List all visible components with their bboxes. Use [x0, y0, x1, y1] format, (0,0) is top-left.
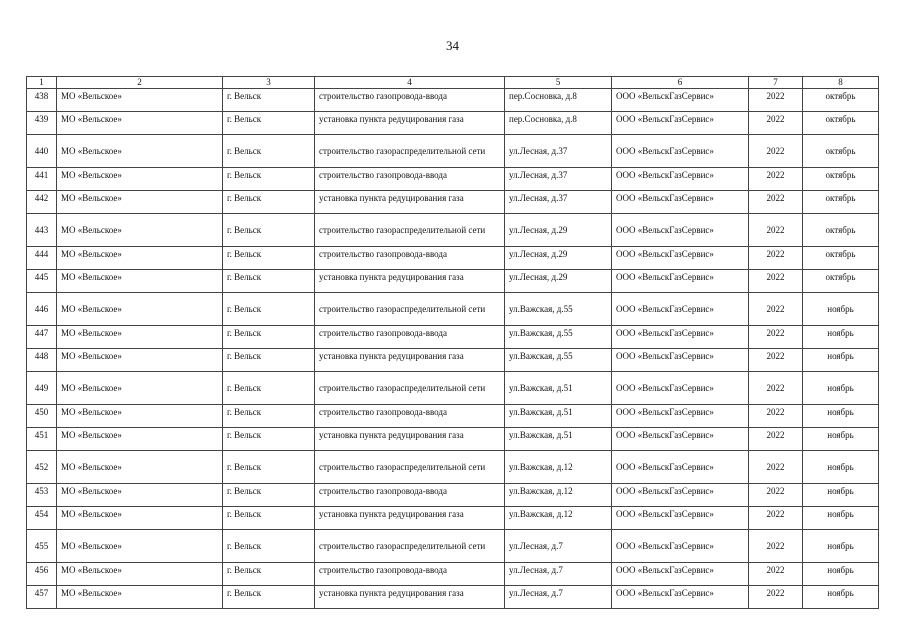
work-type-cell: установка пункта редуцирования газа — [315, 428, 505, 451]
address-cell: ул.Важская, д.55 — [505, 293, 612, 326]
address-cell: ул.Важская, д.12 — [505, 507, 612, 530]
address-cell: пер.Сосновка, д.8 — [505, 112, 612, 135]
row-number-cell: 438 — [27, 89, 57, 112]
municipality-cell: МО «Вельское» — [57, 372, 223, 405]
work-type-cell: установка пункта редуцирования газа — [315, 349, 505, 372]
address-cell: ул.Важская, д.55 — [505, 326, 612, 349]
row-number-cell: 451 — [27, 428, 57, 451]
settlement-cell: г. Вельск — [223, 530, 315, 563]
organization-cell: ООО «ВельскГазСервис» — [612, 530, 749, 563]
municipality-cell: МО «Вельское» — [57, 89, 223, 112]
month-cell: октябрь — [803, 168, 879, 191]
address-cell: ул.Лесная, д.7 — [505, 563, 612, 586]
month-cell: ноябрь — [803, 530, 879, 563]
year-cell: 2022 — [749, 214, 803, 247]
organization-cell: ООО «ВельскГазСервис» — [612, 270, 749, 293]
work-type-cell: строительство газораспределительной сети — [315, 372, 505, 405]
column-header: 7 — [749, 77, 803, 89]
month-cell: октябрь — [803, 112, 879, 135]
month-cell: октябрь — [803, 89, 879, 112]
settlement-cell: г. Вельск — [223, 405, 315, 428]
municipality-cell: МО «Вельское» — [57, 484, 223, 507]
table-row — [27, 112, 879, 135]
settlement-cell: г. Вельск — [223, 89, 315, 112]
address-cell: ул.Лесная, д.29 — [505, 270, 612, 293]
month-cell: ноябрь — [803, 507, 879, 530]
month-cell: октябрь — [803, 270, 879, 293]
settlement-cell: г. Вельск — [223, 428, 315, 451]
row-number-cell: 441 — [27, 168, 57, 191]
month-cell: ноябрь — [803, 372, 879, 405]
organization-cell: ООО «ВельскГазСервис» — [612, 586, 749, 609]
municipality-cell: МО «Вельское» — [57, 112, 223, 135]
settlement-cell: г. Вельск — [223, 326, 315, 349]
municipality-cell: МО «Вельское» — [57, 349, 223, 372]
organization-cell: ООО «ВельскГазСервис» — [612, 405, 749, 428]
works-table — [26, 76, 879, 609]
month-cell: ноябрь — [803, 451, 879, 484]
municipality-cell: МО «Вельское» — [57, 168, 223, 191]
settlement-cell: г. Вельск — [223, 214, 315, 247]
address-cell: пер.Сосновка, д.8 — [505, 89, 612, 112]
year-cell: 2022 — [749, 586, 803, 609]
table-row — [27, 89, 879, 112]
row-number-cell: 456 — [27, 563, 57, 586]
table-row — [27, 586, 879, 609]
month-cell: октябрь — [803, 247, 879, 270]
row-number-cell: 450 — [27, 405, 57, 428]
address-cell: ул.Важская, д.51 — [505, 428, 612, 451]
address-cell: ул.Лесная, д.37 — [505, 135, 612, 168]
organization-cell: ООО «ВельскГазСервис» — [612, 507, 749, 530]
table-row — [27, 293, 879, 326]
organization-cell: ООО «ВельскГазСервис» — [612, 112, 749, 135]
organization-cell: ООО «ВельскГазСервис» — [612, 349, 749, 372]
row-number-cell: 445 — [27, 270, 57, 293]
row-number-cell: 455 — [27, 530, 57, 563]
row-number-cell: 444 — [27, 247, 57, 270]
month-cell: ноябрь — [803, 484, 879, 507]
page-number: 34 — [446, 38, 459, 53]
organization-cell: ООО «ВельскГазСервис» — [612, 326, 749, 349]
organization-cell: ООО «ВельскГазСервис» — [612, 484, 749, 507]
organization-cell: ООО «ВельскГазСервис» — [612, 293, 749, 326]
table-row — [27, 372, 879, 405]
column-header: 3 — [223, 77, 315, 89]
year-cell: 2022 — [749, 451, 803, 484]
table-row — [27, 168, 879, 191]
organization-cell: ООО «ВельскГазСервис» — [612, 428, 749, 451]
municipality-cell: МО «Вельское» — [57, 247, 223, 270]
work-type-cell: строительство газопровода-ввода — [315, 326, 505, 349]
organization-cell: ООО «ВельскГазСервис» — [612, 191, 749, 214]
year-cell: 2022 — [749, 530, 803, 563]
municipality-cell: МО «Вельское» — [57, 507, 223, 530]
table-row — [27, 247, 879, 270]
month-cell: ноябрь — [803, 293, 879, 326]
address-cell: ул.Лесная, д.37 — [505, 191, 612, 214]
settlement-cell: г. Вельск — [223, 191, 315, 214]
settlement-cell: г. Вельск — [223, 586, 315, 609]
address-cell: ул.Лесная, д.29 — [505, 247, 612, 270]
row-number-cell: 457 — [27, 586, 57, 609]
year-cell: 2022 — [749, 191, 803, 214]
organization-cell: ООО «ВельскГазСервис» — [612, 563, 749, 586]
table-row — [27, 451, 879, 484]
column-header: 2 — [57, 77, 223, 89]
settlement-cell: г. Вельск — [223, 451, 315, 484]
municipality-cell: МО «Вельское» — [57, 586, 223, 609]
settlement-cell: г. Вельск — [223, 270, 315, 293]
year-cell: 2022 — [749, 563, 803, 586]
settlement-cell: г. Вельск — [223, 349, 315, 372]
month-cell: ноябрь — [803, 349, 879, 372]
work-type-cell: строительство газопровода-ввода — [315, 405, 505, 428]
organization-cell: ООО «ВельскГазСервис» — [612, 214, 749, 247]
municipality-cell: МО «Вельское» — [57, 270, 223, 293]
settlement-cell: г. Вельск — [223, 135, 315, 168]
settlement-cell: г. Вельск — [223, 247, 315, 270]
table-row — [27, 135, 879, 168]
month-cell: ноябрь — [803, 405, 879, 428]
work-type-cell: строительство газораспределительной сети — [315, 451, 505, 484]
row-number-cell: 439 — [27, 112, 57, 135]
year-cell: 2022 — [749, 372, 803, 405]
row-number-cell: 443 — [27, 214, 57, 247]
work-type-cell: установка пункта редуцирования газа — [315, 507, 505, 530]
municipality-cell: МО «Вельское» — [57, 451, 223, 484]
month-cell: октябрь — [803, 214, 879, 247]
table-row — [27, 349, 879, 372]
municipality-cell: МО «Вельское» — [57, 293, 223, 326]
work-type-cell: строительство газопровода-ввода — [315, 484, 505, 507]
settlement-cell: г. Вельск — [223, 507, 315, 530]
organization-cell: ООО «ВельскГазСервис» — [612, 89, 749, 112]
column-number-row — [27, 77, 879, 89]
settlement-cell: г. Вельск — [223, 293, 315, 326]
row-number-cell: 453 — [27, 484, 57, 507]
settlement-cell: г. Вельск — [223, 112, 315, 135]
work-type-cell: установка пункта редуцирования газа — [315, 112, 505, 135]
row-number-cell: 446 — [27, 293, 57, 326]
organization-cell: ООО «ВельскГазСервис» — [612, 372, 749, 405]
organization-cell: ООО «ВельскГазСервис» — [612, 135, 749, 168]
year-cell: 2022 — [749, 270, 803, 293]
work-type-cell: строительство газопровода-ввода — [315, 563, 505, 586]
municipality-cell: МО «Вельское» — [57, 191, 223, 214]
month-cell: ноябрь — [803, 563, 879, 586]
municipality-cell: МО «Вельское» — [57, 563, 223, 586]
year-cell: 2022 — [749, 247, 803, 270]
year-cell: 2022 — [749, 326, 803, 349]
column-header: 4 — [315, 77, 505, 89]
work-type-cell: установка пункта редуцирования газа — [315, 191, 505, 214]
column-header: 6 — [612, 77, 749, 89]
settlement-cell: г. Вельск — [223, 484, 315, 507]
address-cell: ул.Важская, д.51 — [505, 372, 612, 405]
municipality-cell: МО «Вельское» — [57, 530, 223, 563]
table-body — [27, 89, 879, 609]
year-cell: 2022 — [749, 428, 803, 451]
settlement-cell: г. Вельск — [223, 563, 315, 586]
table-row — [27, 270, 879, 293]
month-cell: ноябрь — [803, 586, 879, 609]
month-cell: октябрь — [803, 135, 879, 168]
address-cell: ул.Важская, д.12 — [505, 451, 612, 484]
municipality-cell: МО «Вельское» — [57, 428, 223, 451]
municipality-cell: МО «Вельское» — [57, 326, 223, 349]
table-row — [27, 191, 879, 214]
work-type-cell: строительство газопровода-ввода — [315, 168, 505, 191]
month-cell: ноябрь — [803, 326, 879, 349]
address-cell: ул.Важская, д.51 — [505, 405, 612, 428]
table-row — [27, 405, 879, 428]
municipality-cell: МО «Вельское» — [57, 405, 223, 428]
work-type-cell: строительство газораспределительной сети — [315, 530, 505, 563]
year-cell: 2022 — [749, 507, 803, 530]
address-cell: ул.Лесная, д.29 — [505, 214, 612, 247]
column-header: 8 — [803, 77, 879, 89]
work-type-cell: строительство газопровода-ввода — [315, 89, 505, 112]
address-cell: ул.Лесная, д.37 — [505, 168, 612, 191]
row-number-cell: 440 — [27, 135, 57, 168]
address-cell: ул.Лесная, д.7 — [505, 530, 612, 563]
year-cell: 2022 — [749, 135, 803, 168]
row-number-cell: 447 — [27, 326, 57, 349]
year-cell: 2022 — [749, 89, 803, 112]
work-type-cell: установка пункта редуцирования газа — [315, 586, 505, 609]
municipality-cell: МО «Вельское» — [57, 214, 223, 247]
column-header: 5 — [505, 77, 612, 89]
organization-cell: ООО «ВельскГазСервис» — [612, 168, 749, 191]
table-row — [27, 563, 879, 586]
table-row — [27, 214, 879, 247]
month-cell: октябрь — [803, 191, 879, 214]
table-row — [27, 530, 879, 563]
organization-cell: ООО «ВельскГазСервис» — [612, 247, 749, 270]
year-cell: 2022 — [749, 112, 803, 135]
work-type-cell: установка пункта редуцирования газа — [315, 270, 505, 293]
table-row — [27, 507, 879, 530]
row-number-cell: 449 — [27, 372, 57, 405]
table-row — [27, 326, 879, 349]
organization-cell: ООО «ВельскГазСервис» — [612, 451, 749, 484]
work-type-cell: строительство газораспределительной сети — [315, 293, 505, 326]
work-type-cell: строительство газораспределительной сети — [315, 214, 505, 247]
row-number-cell: 452 — [27, 451, 57, 484]
row-number-cell: 442 — [27, 191, 57, 214]
settlement-cell: г. Вельск — [223, 168, 315, 191]
municipality-cell: МО «Вельское» — [57, 135, 223, 168]
month-cell: ноябрь — [803, 428, 879, 451]
address-cell: ул.Лесная, д.7 — [505, 586, 612, 609]
table-row — [27, 428, 879, 451]
address-cell: ул.Важская, д.55 — [505, 349, 612, 372]
address-cell: ул.Важская, д.12 — [505, 484, 612, 507]
work-type-cell: строительство газопровода-ввода — [315, 247, 505, 270]
settlement-cell: г. Вельск — [223, 372, 315, 405]
column-header: 1 — [27, 77, 57, 89]
year-cell: 2022 — [749, 168, 803, 191]
work-type-cell: строительство газораспределительной сети — [315, 135, 505, 168]
table-row — [27, 484, 879, 507]
row-number-cell: 454 — [27, 507, 57, 530]
year-cell: 2022 — [749, 405, 803, 428]
year-cell: 2022 — [749, 293, 803, 326]
row-number-cell: 448 — [27, 349, 57, 372]
year-cell: 2022 — [749, 349, 803, 372]
year-cell: 2022 — [749, 484, 803, 507]
